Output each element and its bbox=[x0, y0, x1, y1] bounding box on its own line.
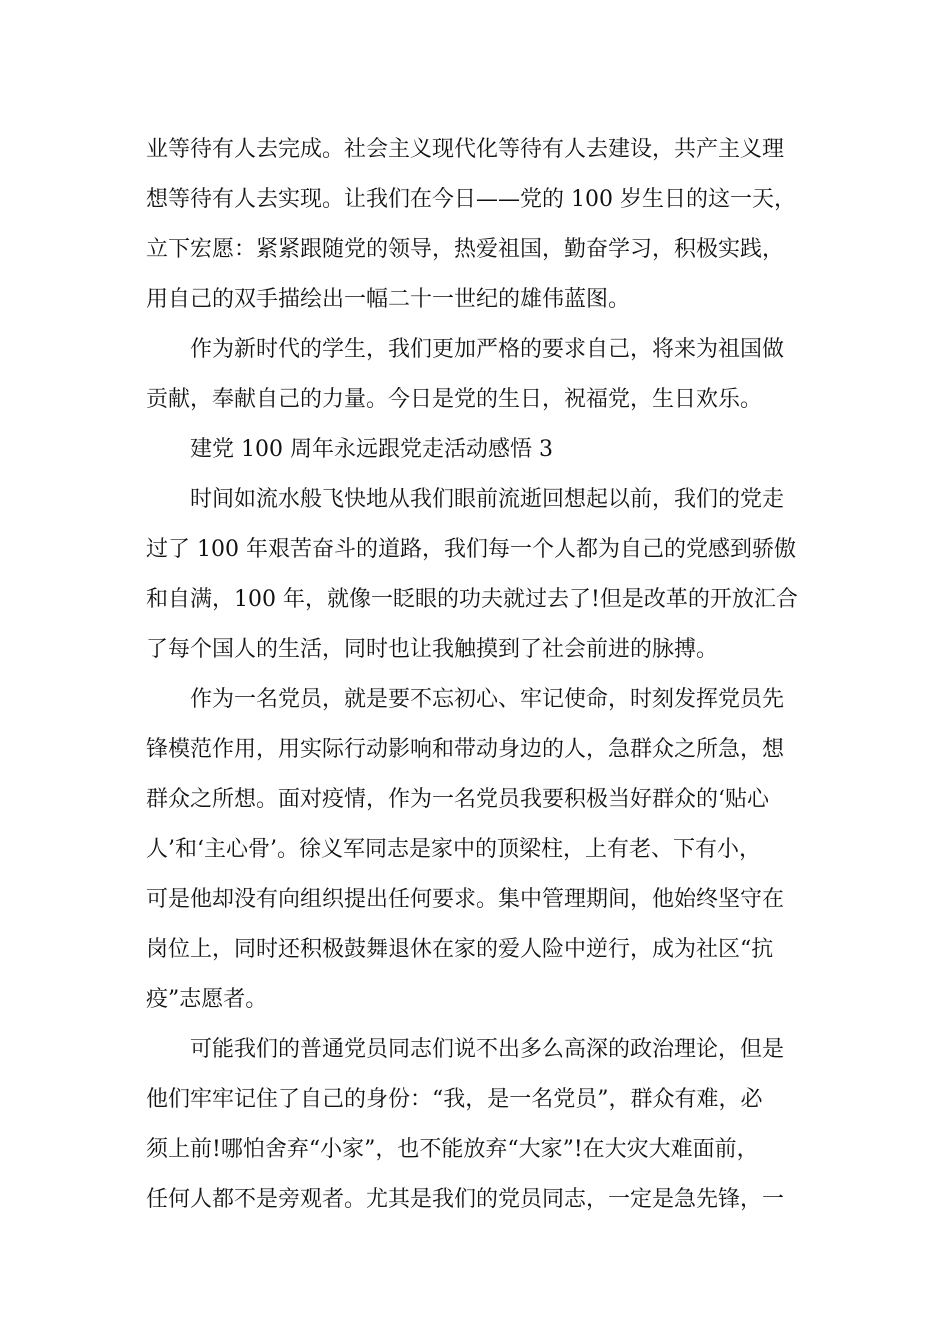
text-line: 须上前!哪怕舍弃“小家”，也不能放弃“大家”!在大灾大难面前， bbox=[146, 1137, 759, 1162]
text-line: 人’和‘主心骨’。徐义军同志是家中的顶梁柱，上有老、下有小， bbox=[146, 837, 761, 862]
text-line: 过了 100 年艰苦奋斗的道路，我们每一个人都为自己的党感到骄傲 bbox=[146, 537, 796, 562]
text-line: 可能我们的普通党员同志们说不出多么高深的政治理论，但是 bbox=[190, 1037, 785, 1062]
text-line: 和自满，100 年，就像一眨眼的功夫就过去了!但是改革的开放汇合 bbox=[146, 587, 798, 612]
text-line: 岗位上，同时还积极鼓舞退休在家的爱人险中逆行，成为社区“抗 bbox=[146, 937, 774, 962]
text-line: 锋模范作用，用实际行动影响和带动身边的人，急群众之所急，想 bbox=[146, 737, 785, 762]
text-line: 了每个国人的生活，同时也让我触摸到了社会前进的脉搏。 bbox=[146, 637, 719, 662]
text-line: 业等待有人去完成。社会主义现代化等待有人去建设，共产主义理 bbox=[146, 137, 785, 162]
text-line: 用自己的双手描绘出一幅二十一世纪的雄伟蓝图。 bbox=[146, 287, 631, 312]
section-heading: 建党 100 周年永远跟党走活动感悟 3 bbox=[190, 437, 553, 462]
text-line: 他们牢牢记住了自己的身份：“我，是一名党员”，群众有难，必 bbox=[146, 1087, 763, 1112]
text-line: 立下宏愿：紧紧跟随党的领导，热爱祖国，勤奋学习，积极实践， bbox=[146, 237, 785, 262]
text-line: 时间如流水般飞快地从我们眼前流逝回想起以前，我们的党走 bbox=[190, 487, 785, 512]
text-line: 可是他却没有向组织提出任何要求。集中管理期间，他始终坚守在 bbox=[146, 887, 785, 912]
text-line: 任何人都不是旁观者。尤其是我们的党员同志，一定是急先锋，一 bbox=[146, 1187, 785, 1212]
text-line: 想等待有人去实现。让我们在今日——党的 100 岁生日的这一天， bbox=[146, 187, 796, 212]
text-line: 作为新时代的学生，我们更加严格的要求自己，将来为祖国做 bbox=[190, 337, 785, 362]
text-line: 群众之所想。面对疫情，作为一名党员我要积极当好群众的‘贴心 bbox=[146, 787, 769, 812]
text-line: 疫”志愿者。 bbox=[146, 987, 268, 1012]
text-line: 贡献，奉献自己的力量。今日是党的生日，祝福党，生日欢乐。 bbox=[146, 387, 763, 412]
text-line: 作为一名党员，就是要不忘初心、牢记使命，时刻发挥党员先 bbox=[190, 687, 785, 712]
